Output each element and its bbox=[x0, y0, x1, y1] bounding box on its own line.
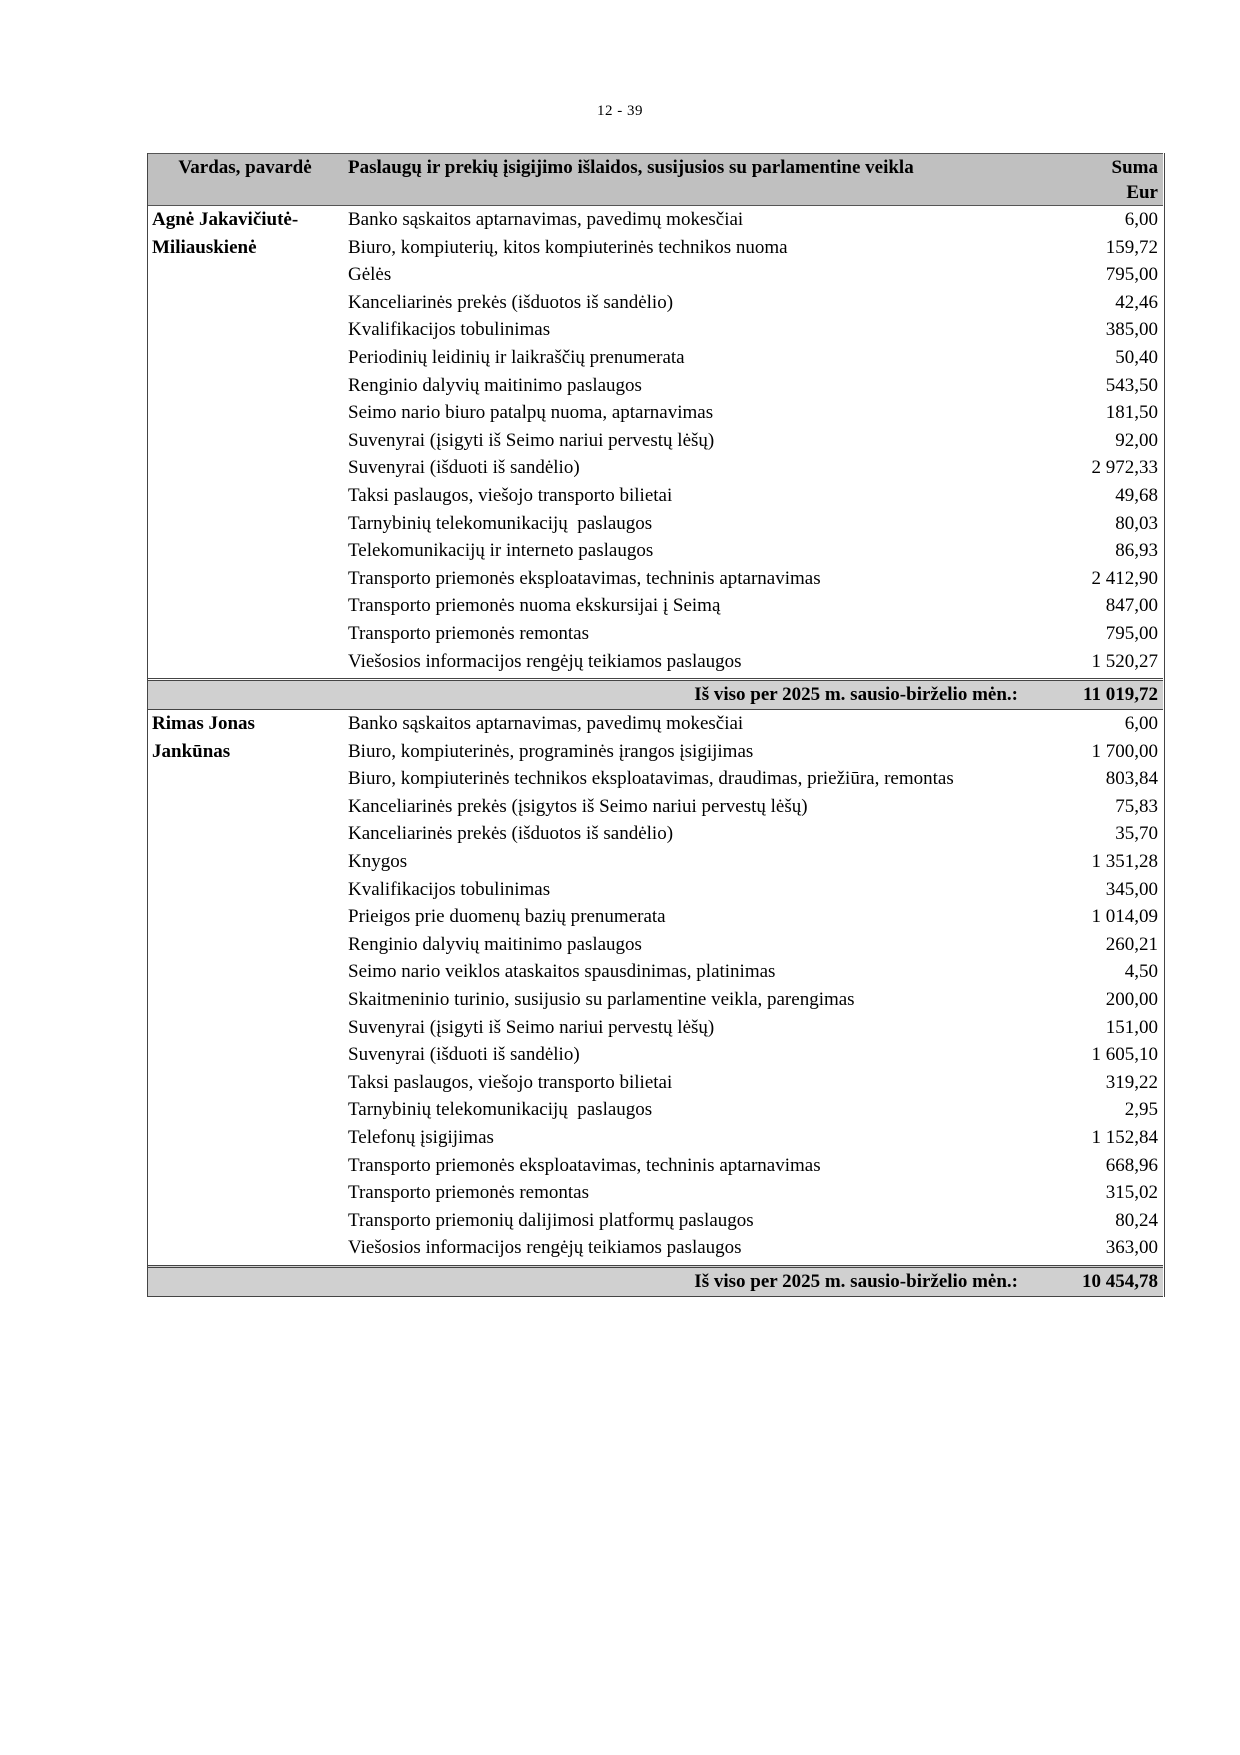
expense-amount: 4,50 bbox=[1124, 961, 1158, 983]
header-description: Paslaugų ir prekių įsigijimo išlaidos, susijusios su parlamentine veikla bbox=[340, 154, 1043, 206]
expense-description: Transporto priemonės eksploatavimas, techninis aptarnavimas bbox=[348, 567, 821, 589]
expense-amount: 200,00 bbox=[1105, 989, 1158, 1011]
expense-description: Prieigos prie duomenų bazių prenumerata bbox=[348, 906, 666, 928]
expense-description: Kanceliarinės prekės (išduotos iš sandėlio) bbox=[348, 823, 674, 845]
expense-description: Skaitmeninio turinio, susijusio su parlamentine veikla, parengimas bbox=[348, 989, 855, 1011]
expense-description: Suvenyrai (išduoti iš sandėlio) bbox=[348, 457, 580, 479]
expense-description: Taksi paslaugos, viešojo transporto bilietai bbox=[348, 484, 673, 506]
expense-amount: 181,50 bbox=[1105, 402, 1158, 424]
table-row bbox=[147, 710, 1163, 738]
expense-description: Suvenyrai (įsigyti iš Seimo nariui pervestų lėšų) bbox=[348, 429, 715, 451]
header-sum-label: Suma bbox=[1111, 157, 1158, 178]
expense-description: Banko sąskaitos aptarnavimas, pavedimų mokesčiai bbox=[340, 710, 1043, 738]
expense-amount: 385,00 bbox=[1105, 319, 1158, 341]
expense-amount: 363,00 bbox=[1105, 1237, 1158, 1259]
total-row bbox=[147, 1266, 1163, 1296]
expense-description: Biuro, kompiuterinės, programinės įrangos įsigijimas bbox=[348, 740, 754, 762]
member-name-line1: Rimas Jonas bbox=[152, 713, 255, 735]
expense-amount: 35,70 bbox=[1115, 823, 1158, 845]
expense-description: Telefonų įsigijimas bbox=[348, 1127, 494, 1148]
expense-amount: 315,02 bbox=[1105, 1182, 1158, 1204]
expense-description: Transporto priemonės nuoma ekskursijai į Seimą bbox=[348, 595, 721, 617]
page-number: 12 - 39 bbox=[597, 103, 643, 119]
expense-description: Transporto priemonės remontas bbox=[348, 1182, 589, 1204]
expense-amount: 803,84 bbox=[1105, 768, 1158, 790]
expense-amount: 6,00 bbox=[1043, 710, 1163, 738]
expense-description: Renginio dalyvių maitinimo paslaugos bbox=[348, 933, 642, 955]
expense-amount: 1 152,84 bbox=[1091, 1127, 1158, 1148]
total-label: Iš viso per 2025 m. sausio-birželio mėn.: bbox=[147, 1266, 1043, 1296]
member-name-line2: Jankūnas bbox=[152, 740, 231, 762]
expense-amount: 668,96 bbox=[1105, 1154, 1158, 1176]
expense-description: Seimo nario biuro patalpų nuoma, aptarnavimas bbox=[348, 402, 714, 424]
expense-description: Kvalifikacijos tobulinimas bbox=[348, 319, 551, 341]
header-sum-currency: Eur bbox=[1126, 182, 1158, 203]
expense-description: Transporto priemonės remontas bbox=[348, 622, 589, 644]
expense-amount: 1 700,00 bbox=[1091, 740, 1158, 762]
expense-description: Periodinių leidinių ir laikraščių prenumerata bbox=[348, 346, 685, 368]
expense-description: Kvalifikacijos tobulinimas bbox=[348, 878, 551, 900]
table-header-row bbox=[147, 154, 1163, 206]
expense-description: Telekomunikacijų ir interneto paslaugos bbox=[348, 540, 654, 562]
expense-amount: 92,00 bbox=[1115, 429, 1158, 451]
table-body bbox=[147, 206, 1163, 1297]
expense-description: Transporto priemonės eksploatavimas, techninis aptarnavimas bbox=[348, 1154, 821, 1176]
expense-amount: 260,21 bbox=[1105, 933, 1158, 955]
expense-description: Viešosios informacijos rengėjų teikiamos paslaugos bbox=[348, 650, 742, 672]
expense-amount: 75,83 bbox=[1115, 795, 1158, 817]
expense-amount: 2 972,33 bbox=[1091, 457, 1158, 479]
expense-description: Biuro, kompiuterių, kitos kompiuterinės technikos nuoma bbox=[348, 236, 788, 258]
expense-amount: 847,00 bbox=[1105, 595, 1158, 617]
expense-amount: 6,00 bbox=[1043, 206, 1163, 234]
expense-amount: 80,24 bbox=[1115, 1209, 1158, 1231]
expense-description: Tarnybinių telekomunikacijų paslaugos bbox=[348, 512, 653, 534]
expense-amount: 795,00 bbox=[1105, 622, 1158, 644]
expense-description: Gėlės bbox=[348, 264, 392, 286]
expense-amount: 49,68 bbox=[1115, 484, 1158, 506]
expense-description: Tarnybinių telekomunikacijų paslaugos bbox=[348, 1099, 653, 1121]
total-amount: 10 454,78 bbox=[1043, 1266, 1163, 1296]
table-row bbox=[147, 206, 1163, 234]
expense-amount: 319,22 bbox=[1105, 1071, 1158, 1093]
expense-description: Suvenyrai (išduoti iš sandėlio) bbox=[348, 1044, 580, 1066]
member-name-line1: Agnė Jakavičiutė- bbox=[152, 209, 299, 230]
expense-amount: 1 351,28 bbox=[1091, 851, 1158, 873]
expense-amount: 1 605,10 bbox=[1091, 1044, 1158, 1066]
expense-amount: 1 014,09 bbox=[1091, 906, 1158, 928]
expenses-table bbox=[147, 153, 1163, 1297]
expense-amount: 2 412,90 bbox=[1091, 567, 1158, 589]
expense-amount: 543,50 bbox=[1105, 374, 1158, 396]
expense-description: Knygos bbox=[348, 851, 408, 873]
member-name bbox=[147, 206, 340, 676]
expense-amount: 1 520,27 bbox=[1091, 650, 1158, 672]
expense-amount: 42,46 bbox=[1115, 291, 1158, 313]
expense-description: Kanceliarinės prekės (išduotos iš sandėlio) bbox=[348, 291, 674, 313]
expense-amount: 159,72 bbox=[1105, 236, 1158, 258]
expense-description: Viešosios informacijos rengėjų teikiamos paslaugos bbox=[348, 1237, 742, 1259]
expense-amount: 50,40 bbox=[1115, 346, 1158, 368]
header-sum bbox=[1043, 154, 1163, 206]
total-label: Iš viso per 2025 m. sausio-birželio mėn.: bbox=[147, 680, 1043, 710]
expense-description: Banko sąskaitos aptarnavimas, pavedimų mokesčiai bbox=[340, 206, 1043, 234]
expense-amount: 2,95 bbox=[1124, 1099, 1158, 1121]
expense-description: Suvenyrai (įsigyti iš Seimo nariui pervestų lėšų) bbox=[348, 1016, 715, 1038]
header-name: Vardas, pavardė bbox=[147, 154, 340, 206]
expense-amount: 345,00 bbox=[1105, 878, 1158, 900]
member-name-line2: Miliauskienė bbox=[152, 236, 257, 258]
expense-amount: 80,03 bbox=[1115, 512, 1158, 534]
expense-amount: 86,93 bbox=[1115, 540, 1158, 562]
total-row bbox=[147, 680, 1163, 710]
expense-description: Kanceliarinės prekės (įsigytos iš Seimo nariui pervestų lėšų) bbox=[348, 795, 808, 817]
total-amount: 11 019,72 bbox=[1043, 680, 1163, 710]
expense-amount: 795,00 bbox=[1105, 264, 1158, 286]
expense-description: Taksi paslaugos, viešojo transporto bilietai bbox=[348, 1071, 673, 1093]
expense-description: Transporto priemonių dalijimosi platformų paslaugos bbox=[348, 1209, 754, 1231]
expense-description: Seimo nario veiklos ataskaitos spausdinimas, platinimas bbox=[348, 961, 776, 983]
member-name bbox=[147, 710, 340, 1262]
expense-description: Renginio dalyvių maitinimo paslaugos bbox=[348, 374, 642, 396]
expense-amount: 151,00 bbox=[1105, 1016, 1158, 1038]
expense-description: Biuro, kompiuterinės technikos eksploatavimas, draudimas, priežiūra, remontas bbox=[348, 768, 954, 790]
